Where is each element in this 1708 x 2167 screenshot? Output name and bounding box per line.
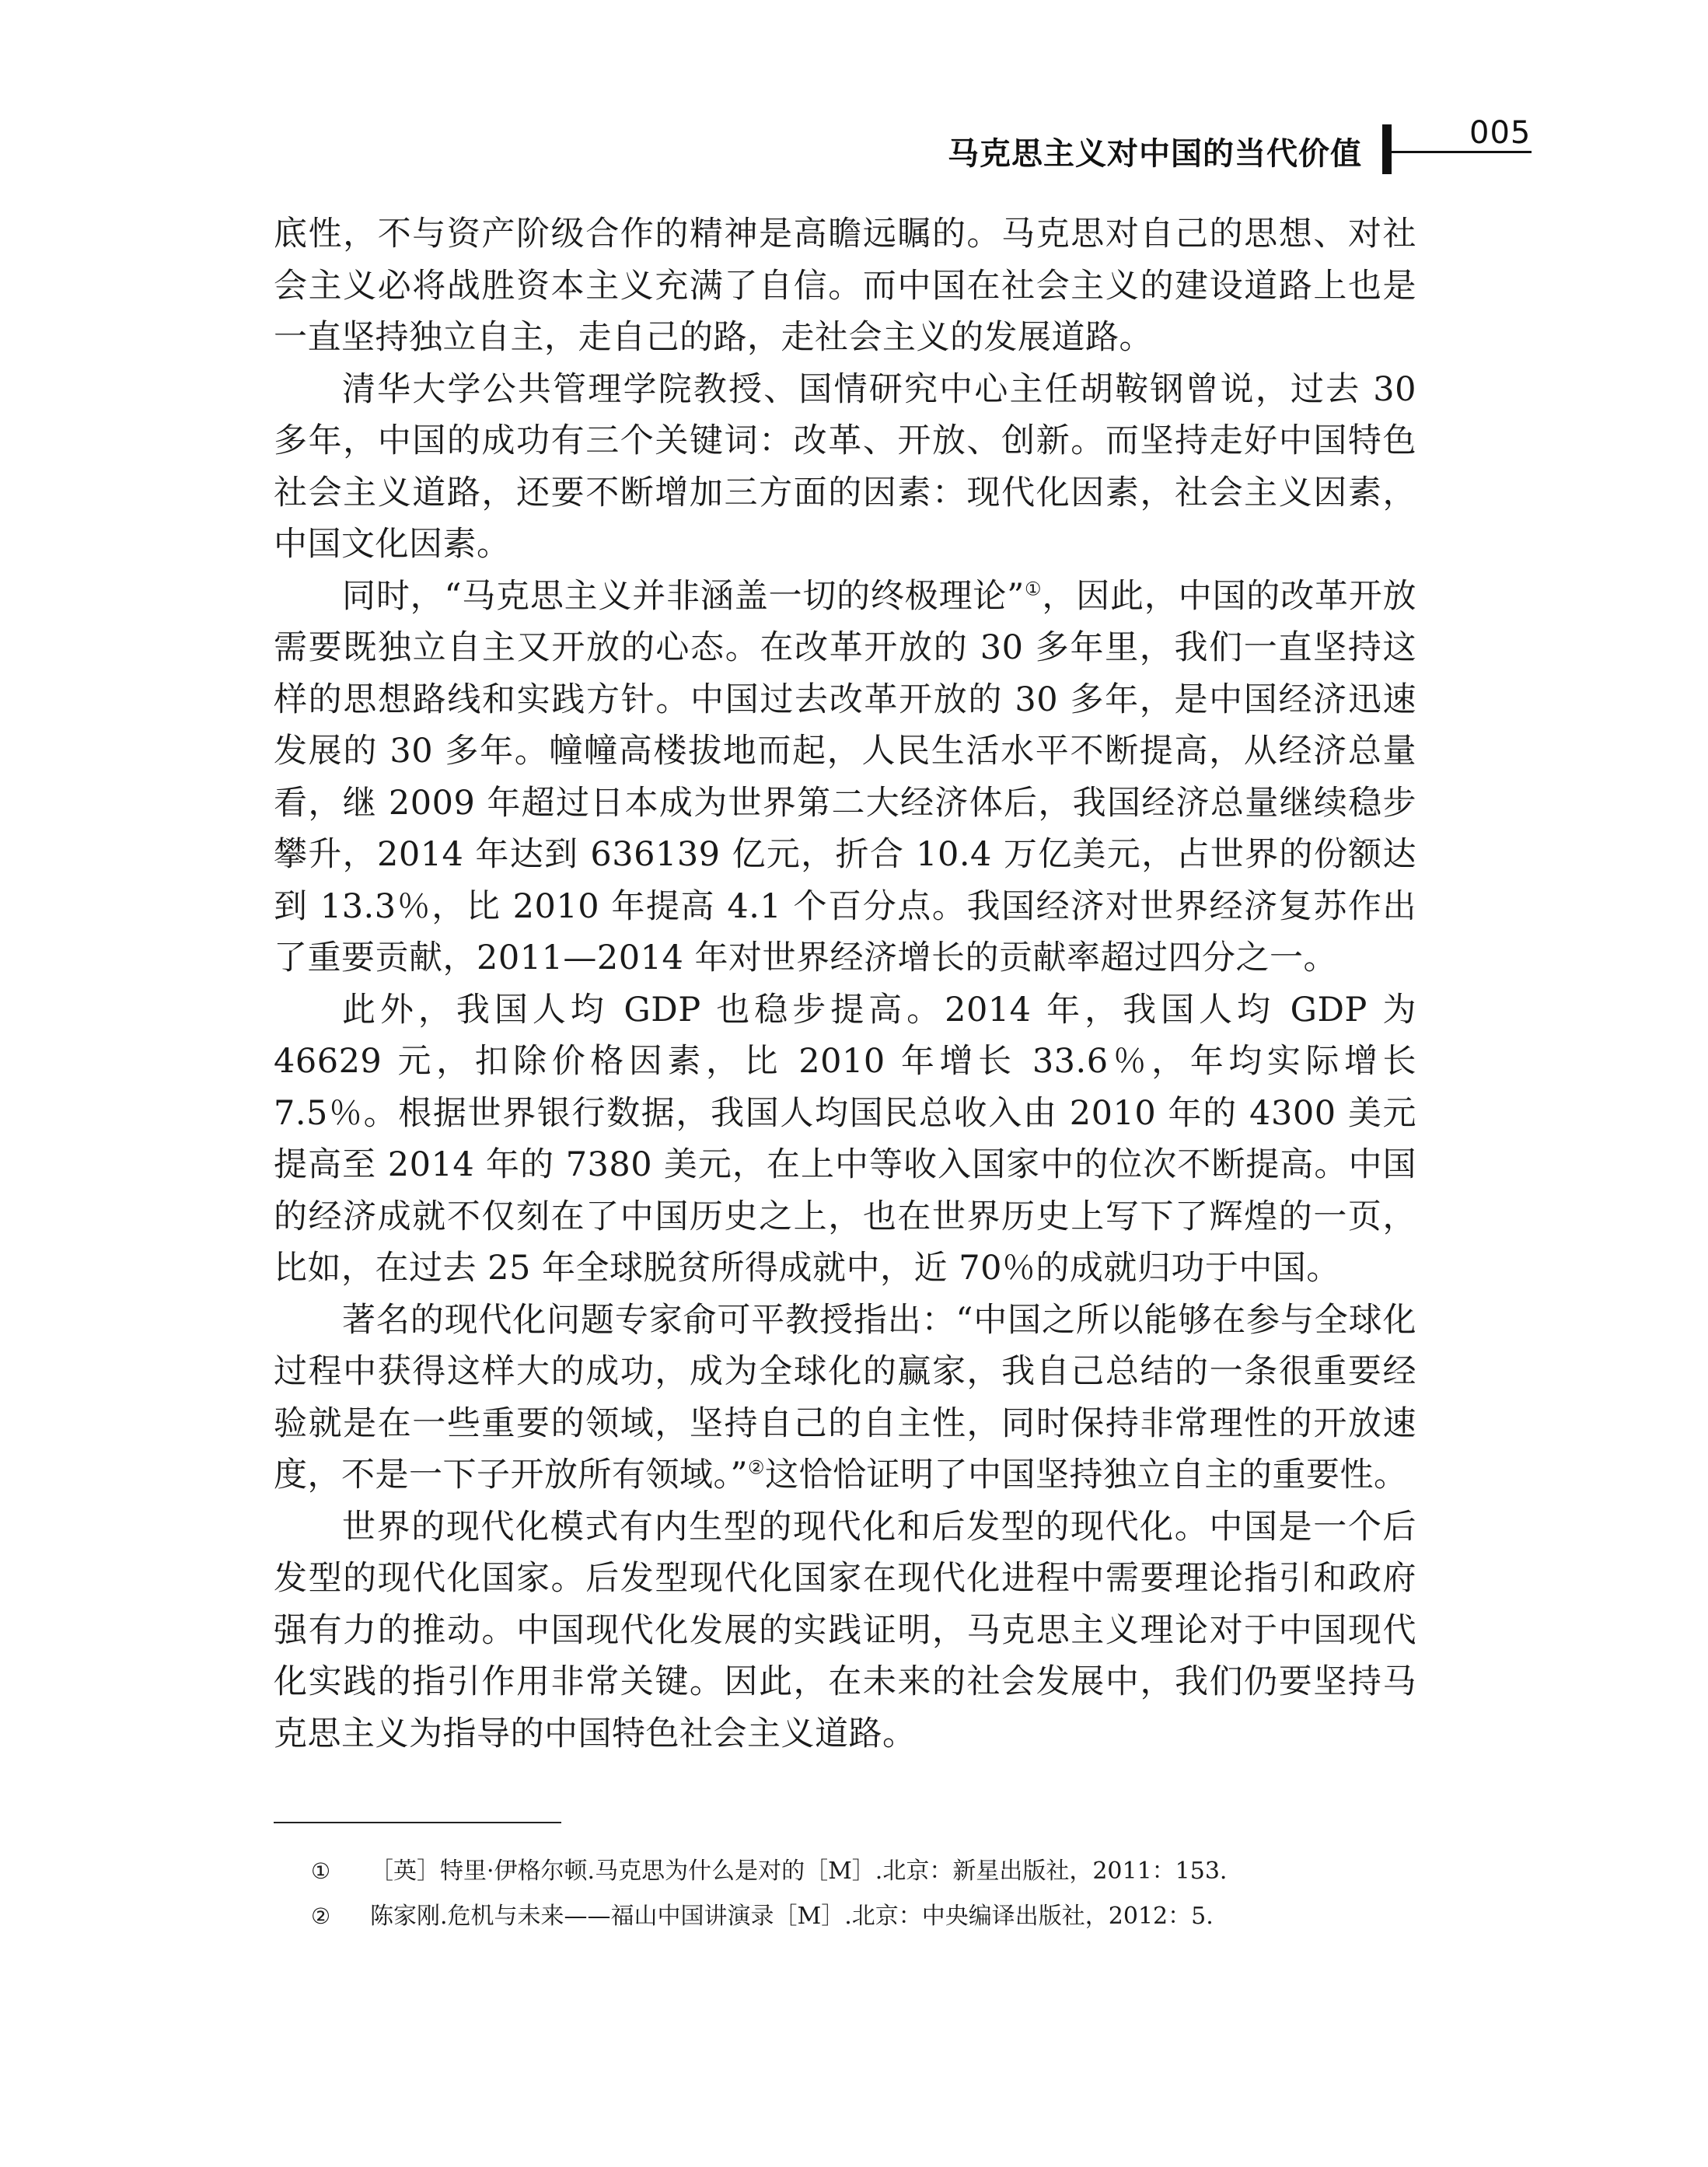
footnote-1-marker: ①: [311, 1858, 331, 1884]
footnote-separator: [274, 1822, 561, 1823]
footnote-2-text: 陈家刚.危机与未来——福山中国讲演录［M］.北京：中央编译出版社，2012：5.: [370, 1903, 1214, 1930]
paragraph-6: 世界的现代化模式有内生型的现代化和后发型的现代化。中国是一个后发型的现代化国家。后发型现代化国家在现代化进程中需要理论指引和政府强有力的推动。中国现代化发展的实践证明，马克思主义理论对于中国现代化实践的指引作用非常关键。因此，在未来的社会发展中，我们仍要坚持马克思主义为指导的中国特色社会主义道路。: [274, 1507, 1416, 1753]
paragraph-5: [274, 1295, 1416, 1501]
paragraph-3: [274, 571, 1416, 984]
paragraph-5-text-b: 这恰恰证明了中国坚持独立自主的重要性。: [765, 1456, 1408, 1494]
header-vertical-bar: [1382, 124, 1392, 174]
footnote-1-text: ［英］特里·伊格尔顿.马克思为什么是对的［M］.北京：新星出版社，2011：153.: [370, 1858, 1228, 1885]
footnotes: [311, 1849, 1415, 1939]
running-header: [0, 0, 1708, 202]
footnote-ref-2[interactable]: ②: [747, 1456, 765, 1479]
body-text: [274, 208, 1416, 1760]
page-number: 005: [1469, 115, 1532, 151]
paragraph-2: 清华大学公共管理学院教授、国情研究中心主任胡鞍钢曾说，过去 30 多年，中国的成功有三个关键词：改革、开放、创新。而坚持走好中国特色社会主义道路，还要不断增加三方面的因素：现代化因素，社会主义因素，中国文化因素。: [274, 369, 1416, 564]
paragraph-1: 底性，不与资产阶级合作的精神是高瞻远瞩的。马克思对自己的思想、对社会主义必将战胜资本主义充满了自信。而中国在社会主义的建设道路上也是一直坚持独立自主，走自己的路，走社会主义的发展道路。: [274, 215, 1416, 357]
running-header-title: 马克思主义对中国的当代价值: [948, 136, 1362, 172]
paragraph-3-text-a: 同时，“马克思主义并非涵盖一切的终极理论”: [342, 576, 1025, 616]
paragraph-4: 此外，我国人均 GDP 也稳步提高。2014 年，我国人均 GDP 为 46629 元，扣除价格因素，比 2010 年增长 33.6％，年均实际增长 7.5％。根据世界银行数据，我国人均国民总收入由 2010 年的 4300 美元提高至 2014 年的 7380 美元，在上中等收入国家中的位次不断提高。中国的经济成就不仅刻在了中国历史之上，也在世界历史上写下了辉煌的一页，比如，在过去 25 年全球脱贫所得成就中，近 70％的成就归功于中国。: [274, 990, 1416, 1288]
paragraph-5-text-a: 著名的现代化问题专家俞可平教授指出：“中国之所以能够在参与全球化过程中获得这样大的成功，成为全球化的赢家，我自己总结的一条很重要经验就是在一些重要的领域，坚持自己的自主性，同时保持非常理性的开放速度，不是一下子开放所有领域。”: [274, 1300, 1416, 1494]
footnote-2-marker: ②: [311, 1903, 331, 1929]
footnote-1: [311, 1849, 1415, 1894]
footnote-2: [311, 1894, 1415, 1939]
header-horizontal-rule: [1392, 151, 1532, 153]
paragraph-3-text-b: ，因此，中国的改革开放需要既独立自主又开放的心态。在改革开放的 30 多年里，我们一直坚持这样的思想路线和实践方针。中国过去改革开放的 30 多年，是中国经济迅速发展的 30 多年。幢幢高楼拔地而起，人民生活水平不断提高，从经济总量看，继 2009 年超过日本成为世界第二大经济体后，我国经济总量继续稳步攀升，2014 年达到 636139 亿元，折合 10.4 万亿美元，占世界的份额达到 13.3％，比 2010 年提高 4.1 个百分点。我国经济对世界经济复苏作出了重要贡献，2011—2014 年对世界经济增长的贡献率超过四分之一。: [274, 576, 1417, 977]
footnote-ref-1[interactable]: ①: [1024, 578, 1043, 600]
